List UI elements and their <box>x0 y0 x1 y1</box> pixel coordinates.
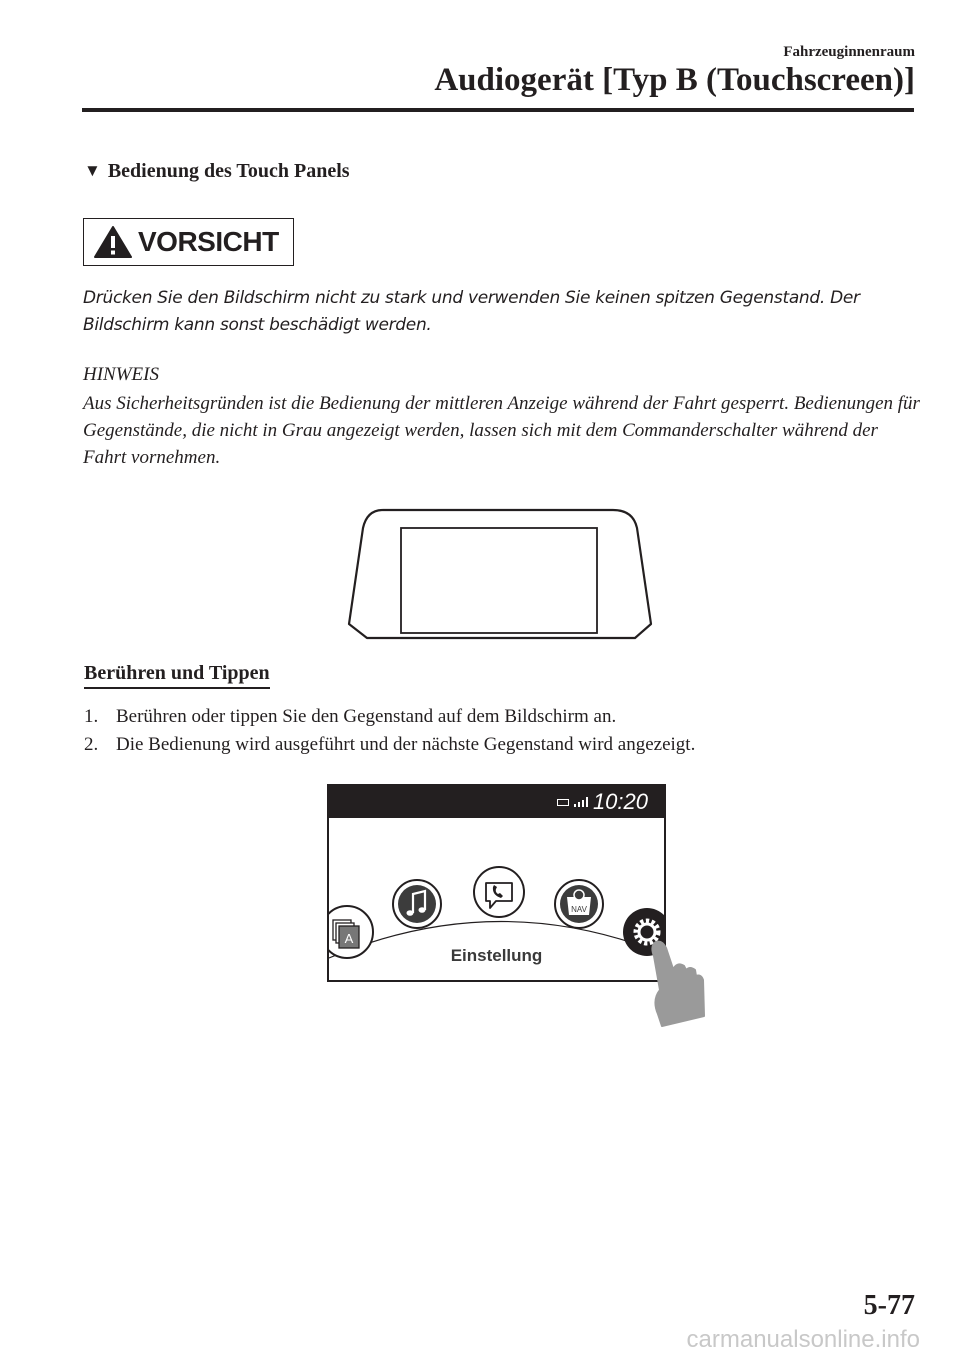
chapter-title: Fahrzeuginnenraum <box>783 44 915 60</box>
page-number: 5-77 <box>863 1290 915 1321</box>
navigation-icon[interactable] <box>555 880 603 928</box>
section-title: Audiogerät [Typ B (Touchscreen)] <box>434 62 915 98</box>
warning-icon <box>93 225 133 259</box>
touch-section-title: Berühren und Tippen <box>84 662 270 689</box>
note-text: Aus Sicherheitsgründen ist die Bedienung der mittleren Anzeige während der Fahrt gesperrt. Bedienungen für Gegenstände, die nicht in Grau angezeigt werden, lassen sich mit dem Commanderschalter während der Fahrt vornehmen. <box>83 393 920 468</box>
music-icon[interactable] <box>393 880 441 928</box>
caution-label: VORSICHT <box>138 226 279 257</box>
triangle-marker-icon: ▼ <box>84 161 101 180</box>
caution-box <box>83 218 294 266</box>
subheading <box>84 160 350 183</box>
nav-icon-text: NAV <box>571 905 587 914</box>
selected-item-label: Einstellung <box>450 946 543 965</box>
note-label: HINWEIS <box>83 364 159 385</box>
pointing-finger-icon <box>640 920 710 1030</box>
caution-text: Drücken Sie den Bildschirm nicht zu stark und verwenden Sie keinen spitzen Gegenstand. Der Bildschirm kann sonst beschädigt werden. <box>83 288 860 335</box>
communication-icon[interactable] <box>474 867 524 917</box>
apps-icon-letter: A <box>344 931 354 946</box>
watermark: carmanualsonline.info <box>686 1326 920 1353</box>
clock: 10:20 <box>592 789 648 814</box>
header-divider <box>82 108 914 112</box>
subheading-text: Bedienung des Touch Panels <box>107 160 350 182</box>
display-screen <box>401 528 597 633</box>
step-item: 2. Die Bedienung wird ausgeführt und der nächste Gegenstand wird angezeigt. <box>84 734 696 755</box>
step-item: 1. Berühren oder tippen Sie den Gegenstand auf dem Bildschirm an. <box>84 706 617 727</box>
center-display-illustration <box>345 506 655 642</box>
steps-list <box>84 703 695 759</box>
screen-illustration <box>327 784 666 982</box>
